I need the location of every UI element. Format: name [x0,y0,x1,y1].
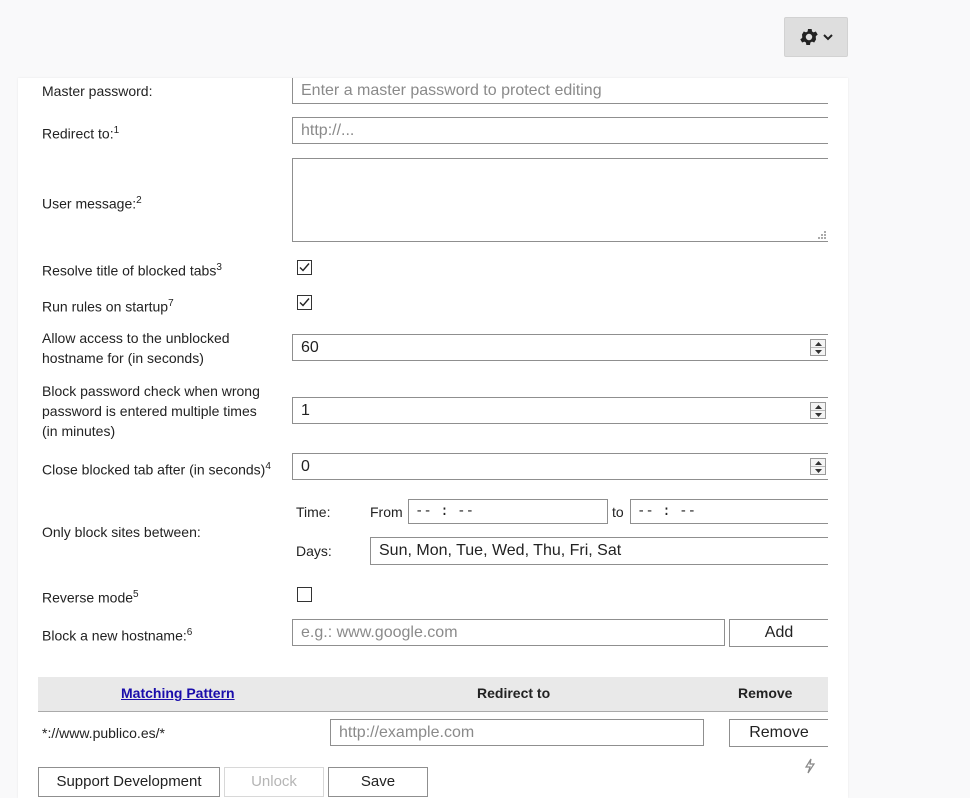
block-password-label: Block password check when wrong password is entered multiple times (in minutes) [42,383,260,439]
row-redirect-input[interactable] [330,719,704,746]
time-from-input[interactable]: -- : -- [408,499,608,524]
matching-pattern-header-link[interactable]: Matching Pattern [121,685,235,701]
reverse-mode-checkbox[interactable] [297,587,312,602]
spin-up-icon[interactable] [811,403,825,410]
remove-row-button[interactable]: Remove [729,719,828,747]
to-label: to [612,504,624,520]
unlock-button[interactable]: Unlock [224,767,324,797]
user-message-textarea[interactable] [292,158,828,242]
number-spinner[interactable] [810,339,826,356]
redirect-label: Redirect to:$^1$ [42,125,120,142]
spin-up-icon[interactable] [811,340,825,347]
redirect-input[interactable] [292,117,828,144]
time-to-input[interactable]: -- : -- [630,499,828,524]
close-tab-number-input[interactable]: 0 [292,453,828,480]
settings-menu-button[interactable] [784,17,848,57]
spin-down-icon[interactable] [811,410,825,418]
lightning-icon [804,758,816,774]
block-password-number-input[interactable]: 1 [292,397,828,424]
run-startup-checkbox[interactable] [297,295,312,310]
new-hostname-label: Block a new hostname:$^6$ [42,627,193,644]
number-spinner[interactable] [810,402,826,419]
days-select[interactable]: Sun, Mon, Tue, Wed, Thu, Fri, Sat [370,537,828,565]
rules-table-header [38,677,828,712]
close-tab-label: Close blocked tab after (in seconds)$^4$ [42,461,271,478]
add-hostname-button[interactable]: Add [729,619,828,647]
checkmark-icon [299,297,310,308]
support-development-button[interactable]: Support Development [38,767,220,797]
reverse-mode-label: Reverse mode$^5$ [42,589,139,606]
new-hostname-input[interactable] [292,619,725,646]
spin-down-icon[interactable] [811,466,825,474]
redirect-to-header: Redirect to [477,685,551,701]
resolve-title-checkbox[interactable] [297,260,312,275]
time-label: Time: [296,504,331,520]
remove-header: Remove [738,685,793,701]
spin-down-icon[interactable] [811,347,825,355]
spin-up-icon[interactable] [811,459,825,466]
user-message-label: User message:$^2$ [42,195,142,212]
schedule-label: Only block sites between: [42,524,201,540]
allow-access-label: Allow access to the unblocked hostname for (in seconds) [42,330,230,366]
days-label: Days: [296,543,332,559]
table-row-pattern: *://www.publico.es/* [42,725,165,741]
checkmark-icon [299,262,310,273]
gear-icon [798,26,820,48]
chevron-down-icon [822,31,834,43]
master-password-input[interactable] [292,78,828,104]
allow-access-number-input[interactable]: 60 [292,334,828,361]
save-button[interactable]: Save [328,767,428,797]
master-password-label: Master password: [42,83,153,99]
run-startup-label: Run rules on startup$^7$ [42,298,174,315]
resize-handle-icon[interactable] [816,229,826,239]
from-label: From [370,504,403,520]
number-spinner[interactable] [810,458,826,475]
resolve-title-label: Resolve title of blocked tabs$^3$ [42,262,222,279]
